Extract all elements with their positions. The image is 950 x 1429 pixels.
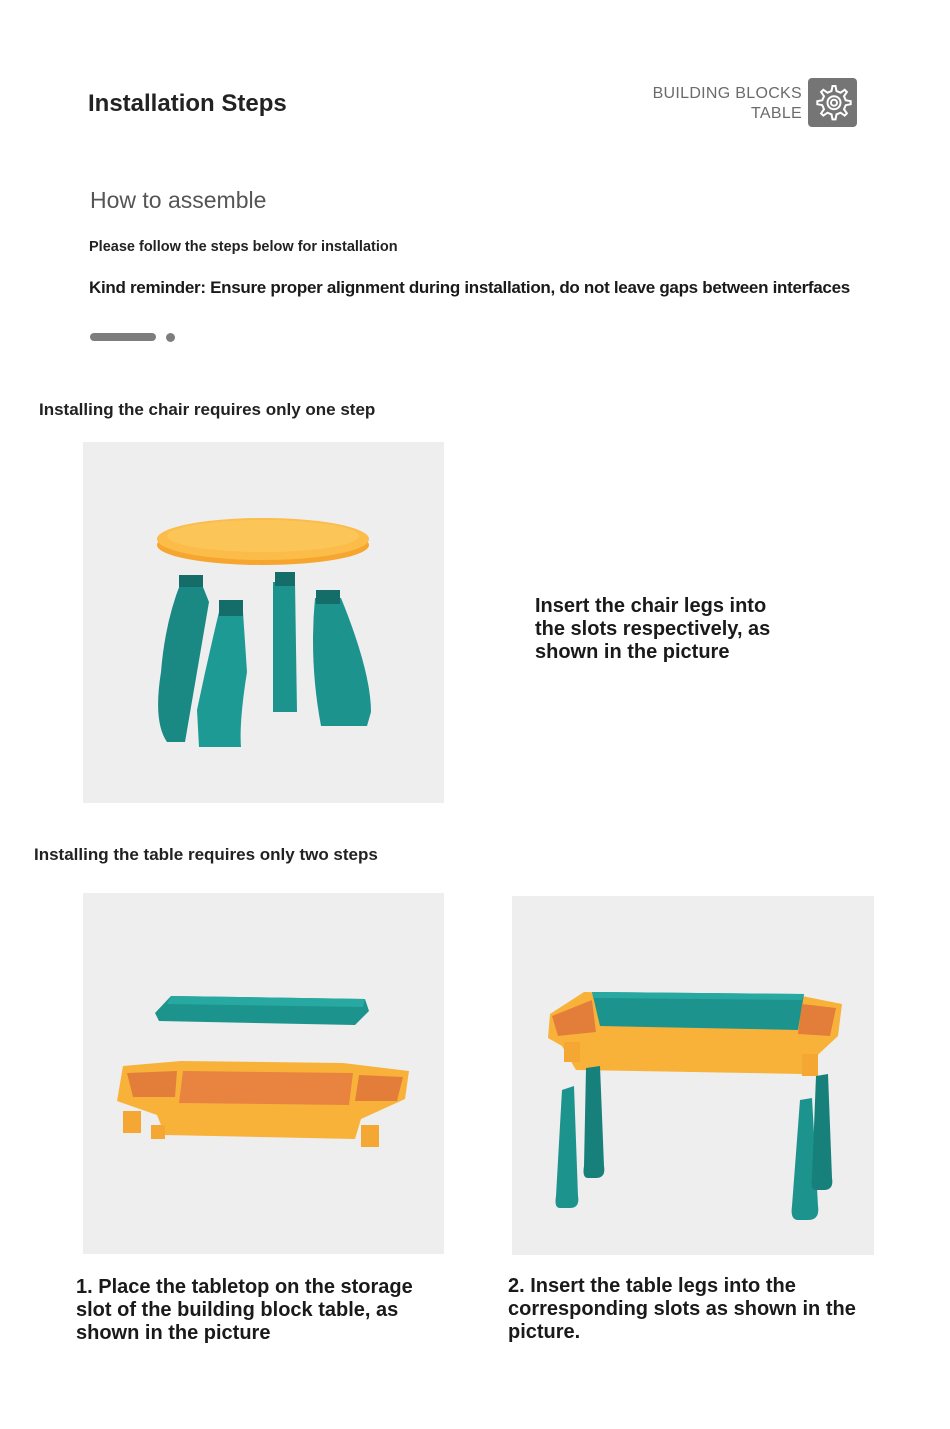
progress-pill — [90, 333, 156, 341]
table-legs-illustration — [512, 896, 874, 1255]
step2-caption: 2. Insert the table legs into the corresponding slots as shown in the picture. — [508, 1275, 856, 1343]
chair-legs — [158, 572, 371, 747]
subtitle: How to assemble — [90, 187, 267, 213]
chair-section-heading: Installing the chair requires only one step — [39, 400, 376, 419]
step1-caption: 1. Place the tabletop on the storage slot of the building block table, as shown in the picture — [76, 1276, 413, 1344]
table-legs — [556, 1066, 833, 1220]
page-title: Installation Steps — [88, 90, 287, 117]
table-section-heading: Installing the table requires only two steps — [34, 845, 378, 864]
progress-dot — [166, 333, 175, 342]
table-body — [548, 992, 842, 1076]
chair-illustration — [83, 442, 444, 803]
brand-name — [653, 84, 802, 124]
chair-caption: Insert the chair legs into the slots respectively, as shown in the picture — [535, 595, 771, 663]
storage-tray — [117, 1061, 409, 1147]
table-step2-image — [512, 896, 874, 1255]
table-step1-image — [83, 893, 444, 1254]
brand-line-2: TABLE — [751, 105, 802, 122]
chair-assembly-image — [83, 442, 444, 803]
brand-logo — [808, 78, 857, 127]
reminder-text: Kind reminder: Ensure proper alignment during installation, do not leave gaps between interfaces — [89, 278, 850, 297]
tabletop-illustration — [83, 893, 444, 1254]
gear-icon — [808, 78, 857, 127]
brand-line-1: BUILDING BLOCKS — [652, 85, 802, 102]
instruction-text: Please follow the steps below for installation — [89, 239, 398, 255]
